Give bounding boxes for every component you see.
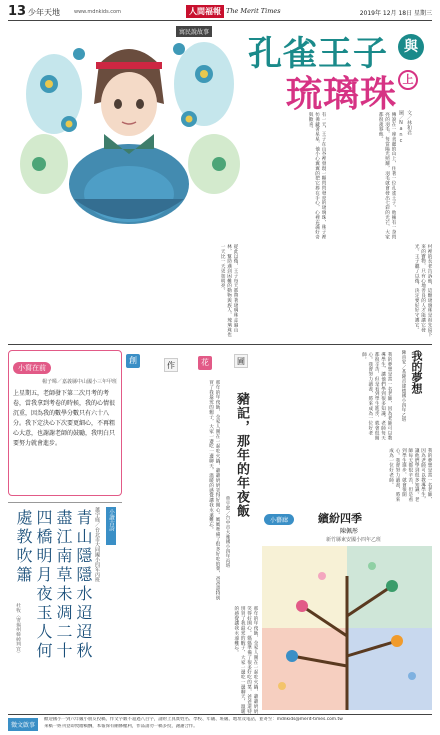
poem-box <box>8 502 122 714</box>
flowers-body: 那年的年夜飯，全家人圍在一起吃火鍋，爺爺奶奶笑得好開心。媽媽準備了很多好吃的菜，爸爸還特別買了我最愛的蝦子，大家一邊吃一邊聊天，溫暖的感覺讓我永遠難忘。 <box>208 380 220 601</box>
footer-text: 歡迎國小一到六年級小朋友投稿，作文字數不超過八百字，請附上真實姓名、學校、年級、班級、地址及電話，並寄至：mdnkids@merit-times.com.tw <box>44 717 343 722</box>
mydream-author: 陳晉安／基隆市建德國小四年乙班 <box>401 350 406 422</box>
note-author: 楊子晞／嘉義縣中山國小三年甲班 <box>41 379 117 385</box>
mydream-body: 我的夢想是當一名老師，因為老師可以教導學生，讓他們學到很多知識。老師每天都很辛苦，但是看到學生進步，就會很開心。我會努力讀書，將來成為一位好老師。 <box>361 352 392 441</box>
footer-rule <box>8 714 432 715</box>
story-text-upper-mid: 有一天，王子在山谷裡發現一顆閃閃發亮的琉璃珠，珠子裡彷彿藏著星星，他小心翼翼的把它捧在手心，心裡充滿好奇與歡喜。 <box>308 112 326 240</box>
title-conjunction-text: 與 <box>404 39 418 55</box>
flowers-char-1: 創 <box>126 354 140 368</box>
note-box <box>8 350 122 496</box>
story-title-line1: 孔雀王子 <box>248 34 388 74</box>
mydream-body-2: 我的夢想是當一名老師，因為老師可以教導學生，讓他們學到很多知識。老師每天都很辛苦，但是看到學生進步，就會很開心。我會努力讀書，將來成為一位好老師。 <box>388 448 432 502</box>
poem-line-3: 四橋明月夜玉人何 <box>34 509 53 661</box>
spring-school: 新竹縣東安國小四年乙班 <box>326 537 382 543</box>
brand-english: The Merit Times <box>226 7 281 15</box>
story-tag: 寓民說故事 <box>176 26 212 37</box>
section-name: 少年天地 <box>28 8 60 17</box>
flowers-body-lower: 那年的年夜飯，全家人圍在一起吃火鍋，爺爺奶奶笑得好開心。媽媽準備了很多好吃的菜，爸爸還特別買了我最愛的蝦子，大家一邊吃一邊聊天，溫暖的感覺讓我永遠難忘。 <box>233 606 258 714</box>
spring-title: 繽紛四季 <box>318 512 362 525</box>
flowers-essay-title: 豬記，那年的年夜飯 <box>234 392 249 518</box>
footer <box>8 716 432 734</box>
title-conjunction <box>398 34 424 60</box>
poem-line-4: 處教吹簫 <box>14 509 33 585</box>
flowers-char-4: 圃 <box>234 354 248 368</box>
spring-painting <box>262 546 432 710</box>
story-part-badge <box>398 70 418 90</box>
spring-tag: 小藝廊 <box>264 514 294 525</box>
poem-line-1: 青山隱隱水迢迢秋 <box>74 509 93 661</box>
section-divider-1 <box>8 344 432 345</box>
footer-text-2: 來稿一經刊登即致贈稿酬，本報保有刪修權利，作品請勿一稿多投，謝謝合作。 <box>44 724 198 729</box>
story-part-text: 上 <box>402 73 414 86</box>
poem-line-2: 盡江南草未凋二十 <box>54 509 73 661</box>
flowers-char-3: 花 <box>198 356 212 370</box>
poem-signoff: 杜牧〈寄揚州韓綽判官〉 <box>15 603 20 656</box>
story-text-band-left: 從此以後，王子每天都帶著琉璃珠走遍山林，幫助遇到困難的動物與族人，琉璃珠也一天比一天更加明亮。 <box>220 244 238 338</box>
flowers-author: 曾宇庭／台中市大雅國小四年丙班 <box>225 496 230 568</box>
brand-logo: 人間福報 <box>186 5 224 18</box>
header-rule <box>8 20 432 21</box>
note-title <box>13 362 51 374</box>
prince-face <box>94 49 164 154</box>
story-text-upper-right: 傳說在一座美麗的山上，住著一位孔雀王子。他擁有一身閃亮的羽毛，每當陽光照耀，羽毛就會發出七彩的光芒，大家都很羨慕他。 <box>378 112 396 240</box>
page-number: 13 <box>8 4 27 19</box>
story-title-line2: 琉璃珠 <box>286 74 398 115</box>
story-illustrator: 圖／Nanc <box>398 110 404 144</box>
peacock-prince-illustration <box>14 24 244 234</box>
spring-author: 陳佩彤 <box>340 528 359 535</box>
note-title-text: 小寫在前 <box>18 364 46 372</box>
poem-tag: 小讀古詩 <box>106 507 116 545</box>
note-body: 上星期五，老師發下第二次月考的考卷，當我拿到考卷的時候，我的心情很沉重，因為我的數學分數只有六十八分。我下定決心下次要更細心，不再粗心大意，也謝謝老師的鼓勵，我明白只要努力就會進步。 <box>13 390 116 447</box>
issue-date: 2019年 12月 18日 星期三 <box>359 10 432 17</box>
story-text-band-right: 村裡的長老告訴他，這顆琉璃珠是祖先留下來的寶物，只有心地善良的人才能讓它發光。王子聽了以後，決定要好好守護它。 <box>414 244 432 338</box>
footer-badge: 徵文啟事 <box>8 718 38 731</box>
page-header <box>8 4 432 20</box>
poem-author: 蕭宇庭／台北市大同國小四年丙班 <box>94 507 100 582</box>
flowers-header <box>126 352 260 376</box>
mydream-title: 我的夢想 <box>410 350 423 394</box>
bird-body <box>69 144 189 224</box>
flowers-char-2: 作 <box>164 358 178 372</box>
story-author: 文／林和君 <box>406 110 412 135</box>
site-url[interactable]: www.mdnkids.com <box>74 9 121 15</box>
